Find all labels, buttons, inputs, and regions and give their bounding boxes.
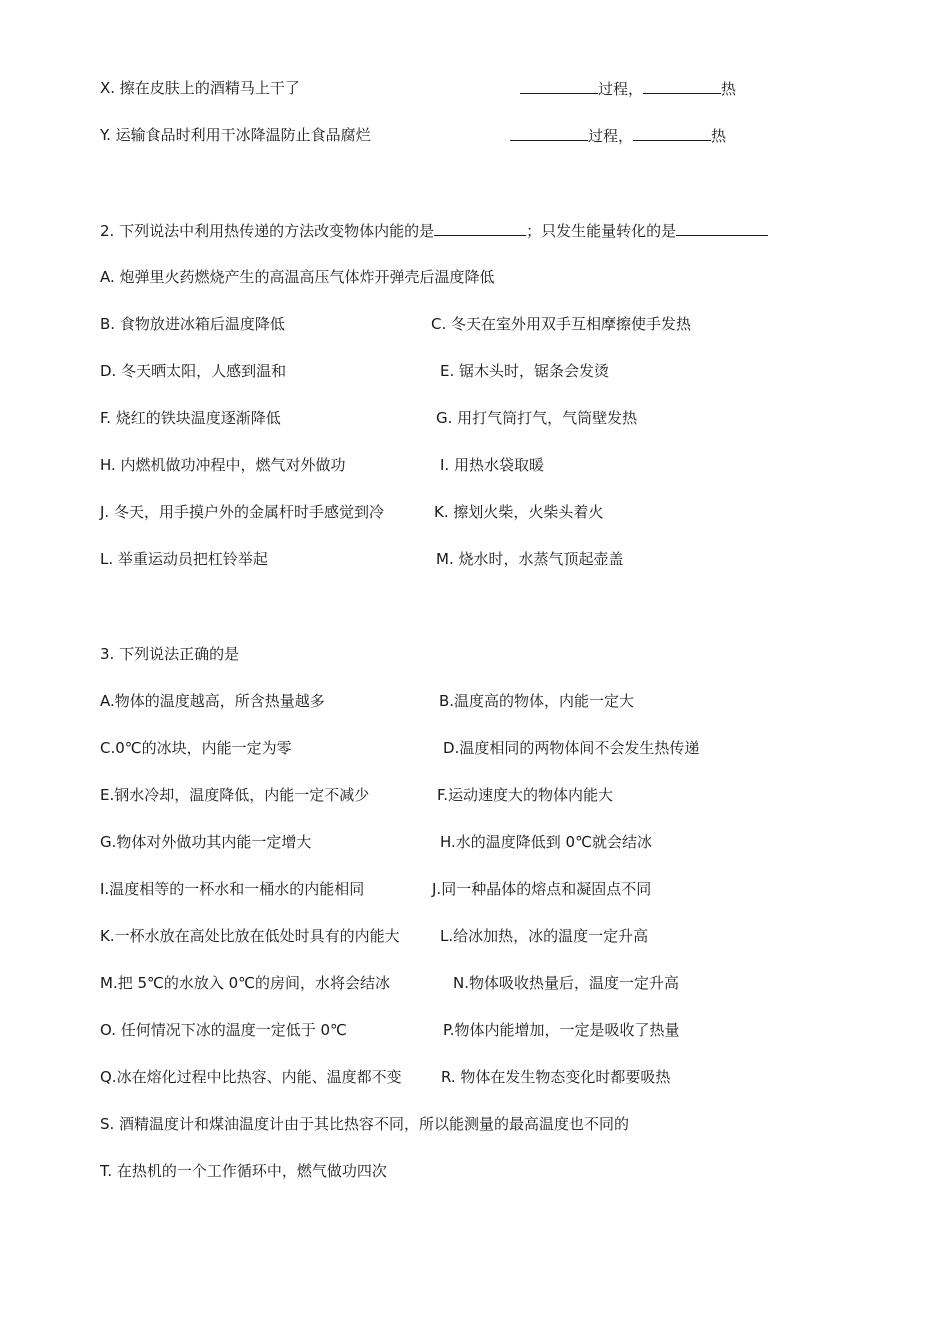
q2-stem-part-b: ；只发生能量转化的是	[526, 222, 677, 240]
q1-item-x-text: X. 擦在皮肤上的酒精马上干了	[100, 79, 300, 97]
heat-label: 热	[721, 80, 737, 98]
q3-option-n: N.物体吸收热量后，温度一定升高	[453, 974, 679, 992]
q3-option-t: T. 在热机的一个工作循环中，燃气做功四次	[100, 1162, 387, 1180]
answer-blank[interactable]	[434, 220, 526, 236]
q3-option-q: Q.冰在熔化过程中比热容、内能、温度都不变	[100, 1068, 402, 1086]
process-label: 过程，	[588, 127, 634, 145]
q2-option-h: H. 内燃机做功冲程中，燃气对外做功	[100, 456, 346, 474]
q3-option-e: E.钢水冷却，温度降低，内能一定不减少	[100, 786, 370, 804]
answer-blank[interactable]	[643, 78, 721, 94]
q3-option-a: A.物体的温度越高，所含热量越多	[100, 692, 325, 710]
q2-option-g: G. 用打气筒打气，气筒壁发热	[436, 409, 638, 427]
q3-option-m: M.把 5℃的水放入 0℃的房间，水将会结冰	[100, 974, 391, 992]
q1-item-y-text: Y. 运输食品时利用干冰降温防止食品腐烂	[100, 126, 371, 144]
q2-stem	[100, 220, 768, 241]
q3-stem: 3. 下列说法正确的是	[100, 645, 240, 663]
q3-option-p: P.物体内能增加，一定是吸收了热量	[443, 1021, 680, 1039]
q3-option-d: D.温度相同的两物体间不会发生热传递	[443, 739, 700, 757]
process-label: 过程，	[598, 80, 644, 98]
q3-option-c: C.0℃的冰块，内能一定为零	[100, 739, 292, 757]
q3-option-g: G.物体对外做功其内能一定增大	[100, 833, 312, 851]
q1-item-y	[100, 125, 371, 145]
q1-item-x	[100, 78, 300, 98]
q3-option-l: L.给冰加热，冰的温度一定升高	[440, 927, 649, 945]
q2-option-l: L. 举重运动员把杠铃举起	[100, 550, 268, 568]
q2-option-i: I. 用热水袋取暖	[440, 456, 544, 474]
q3-option-i: I.温度相等的一杯水和一桶水的内能相同	[100, 880, 365, 898]
q3-option-h: H.水的温度降低到 0℃就会结冰	[440, 833, 652, 851]
q3-option-b: B.温度高的物体，内能一定大	[439, 692, 635, 710]
q2-option-k: K. 擦划火柴，火柴头着火	[434, 503, 604, 521]
q3-option-f: F.运动速度大的物体内能大	[437, 786, 613, 804]
q2-option-e: E. 锯木头时，锯条会发烫	[440, 362, 610, 380]
q1-item-x-blanks	[520, 78, 736, 99]
answer-blank[interactable]	[510, 125, 588, 141]
q3-option-k: K.一杯水放在高处比放在低处时具有的内能大	[100, 927, 400, 945]
q2-option-m: M. 烧水时，水蒸气顶起壶盖	[436, 550, 624, 568]
q2-option-d: D. 冬天晒太阳，人感到温和	[100, 362, 287, 380]
q2-option-a: A. 炮弹里火药燃烧产生的高温高压气体炸开弹壳后温度降低	[100, 268, 495, 286]
q2-option-c: C. 冬天在室外用双手互相摩擦使手发热	[431, 315, 692, 333]
answer-blank[interactable]	[676, 220, 768, 236]
q2-option-f: F. 烧红的铁块温度逐渐降低	[100, 409, 281, 427]
q3-option-s: S. 酒精温度计和煤油温度计由于其比热容不同，所以能测量的最高温度也不同的	[100, 1115, 630, 1133]
answer-blank[interactable]	[520, 78, 598, 94]
q2-option-b: B. 食物放进冰箱后温度降低	[100, 315, 285, 333]
q2-stem-part-a: 2. 下列说法中利用热传递的方法改变物体内能的是	[100, 222, 435, 240]
q3-option-o: O. 任何情况下冰的温度一定低于 0℃	[100, 1021, 347, 1039]
q1-item-y-blanks	[510, 125, 726, 146]
heat-label: 热	[711, 127, 727, 145]
q3-option-r: R. 物体在发生物态变化时都要吸热	[441, 1068, 671, 1086]
q3-option-j: J.同一种晶体的熔点和凝固点不同	[432, 880, 652, 898]
q2-option-j: J. 冬天，用手摸户外的金属杆时手感觉到冷	[100, 503, 384, 521]
answer-blank[interactable]	[633, 125, 711, 141]
